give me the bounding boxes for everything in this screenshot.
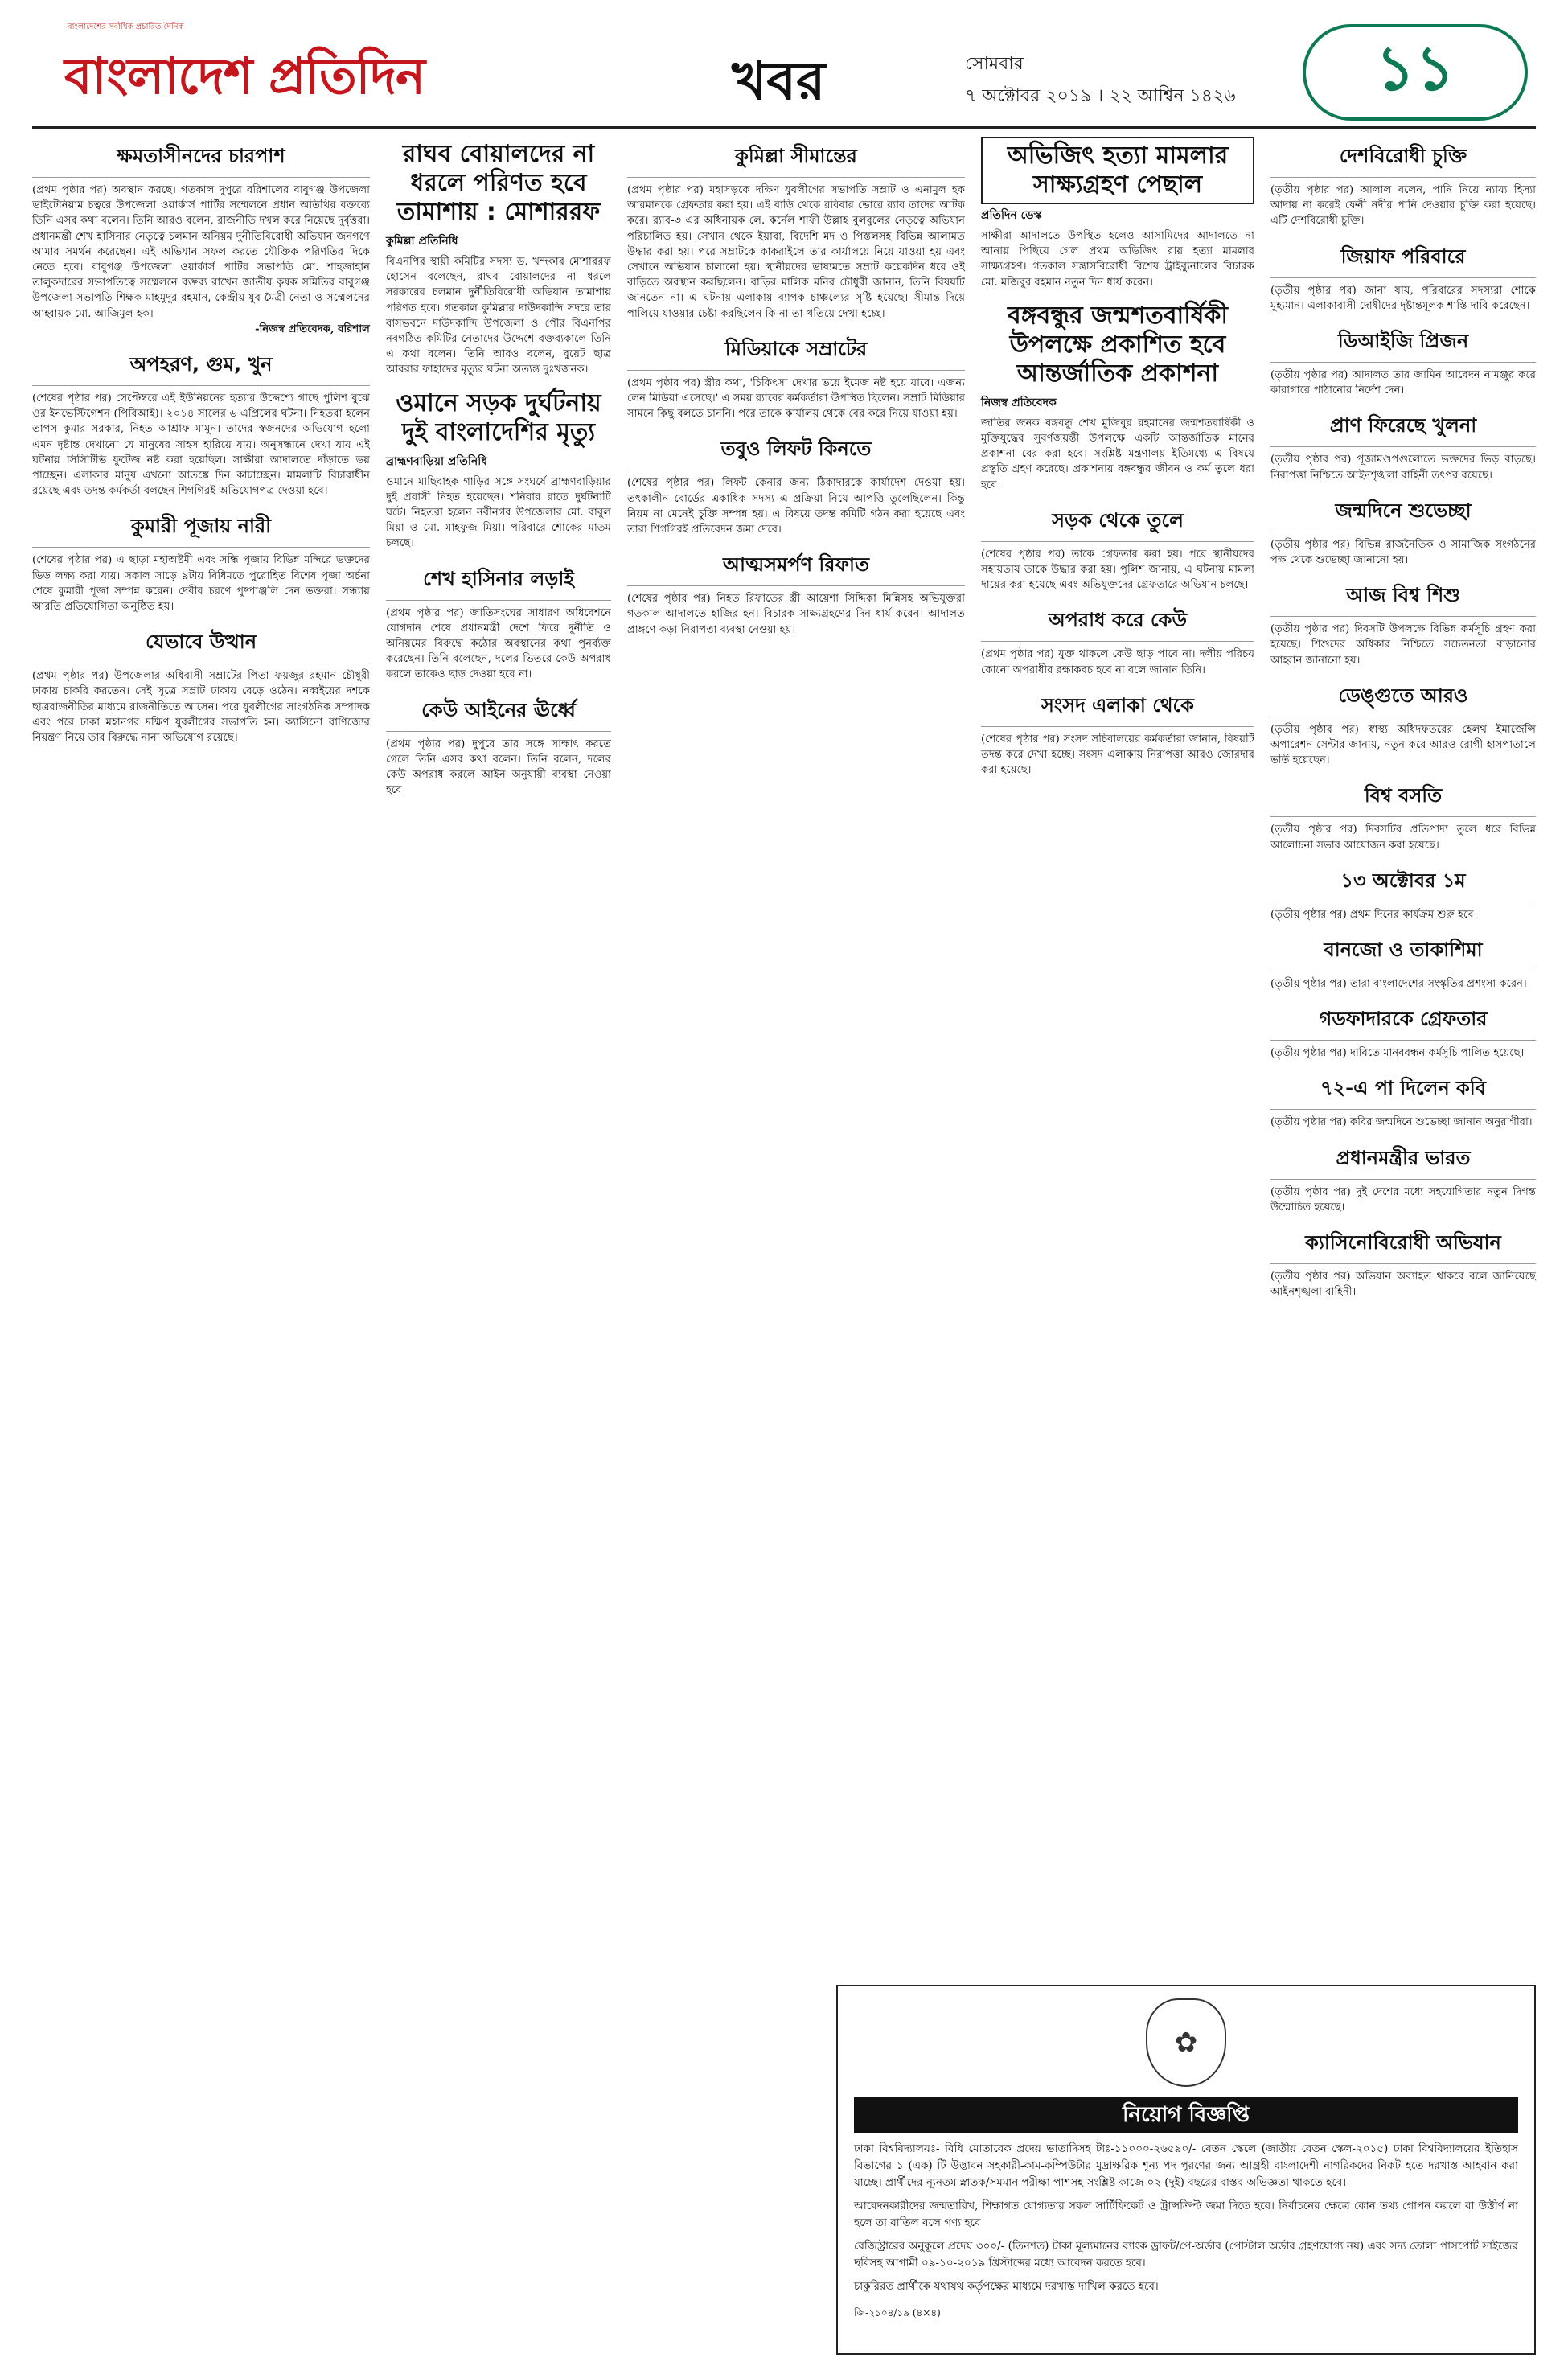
article <box>981 501 1254 594</box>
notice-title: নিয়োগ বিজ্ঞপ্তি <box>854 2097 1518 2133</box>
article-headline: শেখ হাসিনার লড়াই <box>386 560 611 601</box>
article-byline: প্রতিদিন ডেস্ক <box>981 209 1042 222</box>
article-headline: ডিআইজি প্রিজন <box>1270 322 1536 363</box>
article-headline: গডফাদারকে গ্রেফতার <box>1270 1000 1536 1041</box>
article-headline: অপহরণ, গুম, খুন <box>32 345 370 386</box>
section-title: খবর <box>732 50 826 112</box>
notice-paragraph: আবেদনকারীদের জন্মতারিখ, শিক্ষাগত যোগ্যতার সকল সার্টিফিকেট ও ট্রান্সক্রিপ্ট জমা দিতে হবে। নির্বাচনের ক্ষেত্রে কোন তথ্য গোপন করলে বা উত্তীর্ণ না হলে তা বাতিল বলে গণ্য হবে। <box>854 2199 1518 2229</box>
article-body: জাতির জনক বঙ্গবন্ধু শেখ মুজিবুর রহমানের জন্মশতবার্ষিকী ও মুক্তিযুদ্ধের সুবর্ণজয়ন্তী উপলক্ষে একটি আন্তর্জাতিক মানের প্রকাশনা বের করা হবে। সংশ্লিষ্ট মন্ত্রণালয় ইতিমধ্যে এ বিষয়ে প্রস্তুতি গ্রহণ করেছে। প্রকাশনায় বঙ্গবন্ধুর জীবন ও কর্ম তুলে ধরা হবে। <box>981 417 1254 491</box>
article-body: (শেষের পৃষ্ঠার পর) তাকে গ্রেফতার করা হয়। পরে স্থানীয়দের সহায়তায় তাকে উদ্ধার করা হয়। পুলিশ জানায়, এ ঘটনায় মামলা দায়ের করা হয়েছে এবং অভিযুক্তদের গ্রেফতারে অভিযান চলছে। <box>981 548 1254 592</box>
article <box>32 137 370 337</box>
article-headline: প্রধানমন্ত্রীর ভারত <box>1270 1139 1536 1180</box>
article <box>386 386 611 552</box>
notice-paragraph: রেজিস্ট্রারের অনুকূলে প্রদেয় ৩০০/- (তিনশত) টাকা মূল্যমানের ব্যাংক ড্রাফট/পে-অর্ডার (পোস্টাল অর্ডার গ্রহণযোগ্য নয়) এবং সদ্য তোলা পাসপোর্ট সাইজের ছবিসহ আগামী ০৯-১০-২০১৯ খ্রিস্টাব্দের মধ্যে আবেদন করতে হবে। <box>854 2240 1518 2269</box>
article <box>981 601 1254 677</box>
column-3 <box>627 137 965 646</box>
article-headline: বিশ্ব বসতি <box>1270 776 1536 817</box>
column-4 <box>981 137 1254 786</box>
article-headline: সংসদ এলাকা থেকে <box>981 686 1254 727</box>
article-headline: বানজো ও তাকাশিমা <box>1270 930 1536 971</box>
article-headline: যেভাবে উত্থান <box>32 622 370 663</box>
article-body: (তৃতীয় পৃষ্ঠার পর) পূজামণ্ডপগুলোতে ভক্তদের ভিড় বাড়ছে। নিরাপত্তা নিশ্চিতে আইনশৃঙ্খলা বাহিনী তৎপর রয়েছে। <box>1270 454 1536 482</box>
article-headline: বঙ্গবন্ধুর জন্মশতবার্ষিকী উপলক্ষে প্রকাশিত হবে আন্তর্জাতিক প্রকাশনা <box>1008 301 1228 388</box>
recruitment-notice <box>836 1985 1536 2355</box>
article-headline: মিডিয়াকে সম্রাটের <box>627 330 965 371</box>
article <box>1270 776 1536 852</box>
column-1 <box>32 137 370 754</box>
article <box>386 691 611 799</box>
article-body: (শেষের পৃষ্ঠার পর) লিফট কেনার জন্য ঠিকাদারকে কার্যাদেশ দেওয়া হয়। তৎকালীন বোর্ডের একাধিক সদস্য এ প্রক্রিয়া নিয়ে আপত্তি তুলেছিলেন। কিন্তু নিয়ম না মেনেই চুক্তি সম্পন্ন হয়। এ বিষয়ে তদন্ত কমিটি গঠন করা হয়েছে এবং তারা শিগগিরই প্রতিবেদন জমা দেবে। <box>627 477 965 536</box>
masthead-tagline-a: বাংলাদেশের সর্বাধিক প্রচারিত দৈনিক <box>68 23 184 31</box>
article-body: (তৃতীয় পৃষ্ঠার পর) দিবসটির প্রতিপাদ্য তুলে ধরে বিভিন্ন আলোচনা সভার আয়োজন করা হয়েছে। <box>1270 824 1536 852</box>
newspaper-logo: বাংলাদেশ প্রতিদিন <box>64 47 425 105</box>
article <box>627 330 965 422</box>
article-body: (তৃতীয় পৃষ্ঠার পর) আদালত তার জামিন আবেদন নামঞ্জুর করে কারাগারে পাঠানোর নির্দেশ দেন। <box>1270 369 1536 397</box>
article <box>981 298 1254 493</box>
article-headline: জন্মদিনে শুভেচ্ছা <box>1270 491 1536 532</box>
article-headline: আত্মসমর্পণ রিফাত <box>627 545 965 586</box>
notice-paragraph: চাকুরিরত প্রার্থীকে যথাযথ কর্তৃপক্ষের মাধ্যমে দরখাস্ত দাখিল করতে হবে। <box>854 2280 1159 2293</box>
article <box>1270 861 1536 922</box>
article <box>386 137 611 378</box>
article <box>1270 1069 1536 1130</box>
article <box>627 545 965 638</box>
article-headline: কুমারী পূজায় নারী <box>32 507 370 548</box>
article-headline: কুমিল্লা সীমান্তের <box>627 137 965 178</box>
university-seal-icon: ✿ <box>1146 1998 1226 2087</box>
article <box>1270 1223 1536 1300</box>
notice-reference: জি-২১০৪/১৯ (৪×৪) <box>854 2307 941 2319</box>
article-headline: ক্যাসিনোবিরোধী অভিযান <box>1270 1223 1536 1264</box>
article-body: (প্রথম পৃষ্ঠার পর) স্ত্রীর কথা, 'চিকিৎসা দেখার ভয়ে ইমেজ নষ্ট হয়ে যাবে। এজন্য লেন মিডিয়া এসেছে।' এ সময় র‌্যাবের কর্মকর্তারা উপস্থিত ছিলেন। সম্রাট মিডিয়ার সামনে কিছু বলতে চাননি। পরে তাকে কার্যালয় থেকে বের করে নিয়ে যাওয়া হয়। <box>627 376 965 421</box>
article-body: (প্রথম পৃষ্ঠার পর) জাতিসংঘের সাধারণ অধিবেশনে যোগদান শেষে প্রধানমন্ত্রী দেশে ফিরে দুর্নীতি ও অনিয়মের বিরুদ্ধে কঠোর অবস্থানের কথা পুনর্ব্যক্ত করেছেন। তিনি বলেছেন, দলের ভিতরে কেউ অপরাধ করলে তাকেও ছাড় দেওয়া হবে না। <box>386 606 611 681</box>
article-headline: জিয়াফ পরিবারে <box>1270 237 1536 278</box>
article-headline: আজ বিশ্ব শিশু <box>1270 576 1536 617</box>
article <box>981 137 1254 290</box>
article-body: (তৃতীয় পৃষ্ঠার পর) দুই দেশের মধ্যে সহযোগিতার নতুন দিগন্ত উন্মোচিত হয়েছে। <box>1270 1185 1536 1214</box>
article <box>1270 676 1536 769</box>
article-body: (তৃতীয় পৃষ্ঠার পর) কবির জন্মদিনে শুভেচ্ছা জানান অনুরাগীরা। <box>1270 1116 1533 1129</box>
article-body: (তৃতীয় পৃষ্ঠার পর) জানা যায়, পরিবারের সদস্যরা শোকে মুহ্যমান। এলাকাবাসী দোষীদের দৃষ্টান্তমূলক শাস্তি দাবি করেছেন। <box>1270 284 1536 312</box>
article-body: বিএনপির স্থায়ী কমিটির সদস্য ড. খন্দকার মোশাররফ হোসেন বলেছেন, রাঘব বোয়ালদের না ধরলে সরকারের চলমান দুর্নীতিবিরোধী অভিযান তামাশায় পরিণত হবে। গতকাল কুমিল্লার দাউদকান্দি সদরে তার বাসভবনে দাউদকান্দি উপজেলা ও পৌর বিএনপির নবগঠিত কমিটির নেতাদের উদ্দেশে বক্তব্যকালে তিনি এ কথা বলেন। তিনি আরও বলেন, বুয়েট ছাত্র আবরার ফাহাদের মৃত্যুর ঘটনা অত্যন্ত দুঃখজনক। <box>386 256 611 376</box>
notice-header <box>838 1986 1534 2099</box>
article-body: (তৃতীয় পৃষ্ঠার পর) আলাল বলেন, পানি নিয়ে ন্যায্য হিস্যা আদায় না করেই ফেনী নদীর পানি দেওয়ার চুক্তি করা হয়েছে। এটি দেশবিরোধী চুক্তি। <box>1270 184 1536 228</box>
article <box>32 345 370 499</box>
article-body: (তৃতীয় পৃষ্ঠার পর) বিভিন্ন রাজনৈতিক ও সামাজিক সংগঠনের পক্ষ থেকে শুভেচ্ছা জানানো হয়। <box>1270 538 1536 567</box>
article <box>1270 930 1536 992</box>
article-headline: ডেঙ্গুতে আরও <box>1270 676 1536 717</box>
article-body: সাক্ষীরা আদালতে উপস্থিত হলেও আসামিদের আদালতে না আনায় পিছিয়ে গেল প্রথম অভিজিৎ রায় হত্যা মামলার সাক্ষ্যগ্রহণ। গতকাল সন্ত্রাসবিরোধী বিশেষ ট্রাইব্যুনালের বিচারক মো. মজিবুর রহমান নতুন দিন ধার্য করেন। <box>981 230 1254 289</box>
article <box>1270 576 1536 668</box>
article <box>1270 1000 1536 1061</box>
article-body: (প্রথম পৃষ্ঠার পর) মহাসড়কে দক্ষিণ যুবলীগের সভাপতি সম্রাট ও এনামুল হক আরমানকে গ্রেফতার করা হয়। এই বাড়ি থেকে রবিবার ভোরে র‌্যাব তাদের আটক করে। র‌্যাব-৩ এর অধিনায়ক লে. কর্নেল শাফী উল্লাহ বুলবুলের নেতৃত্বে অভিযান পরিচালিত হয়। সেখান থেকে ইয়াবা, বিদেশি মদ ও পিস্তলসহ বিভিন্ন আলামত উদ্ধার করা হয়। পরে সম্রাটকে কাকরাইলে তার কার্যালয়ে নিয়ে যাওয়া হয় এবং সেখানে অভিযান চালানো হয়। স্থানীয়দের ভাষ্যমতে সম্রাট কয়েকদিন ধরে ওই বাড়িতে অবস্থান করছিলেন। বাড়ির মালিক মনির চৌধুরী জানান, তিনি বিষয়টি জানতেন না। এ ঘটনায় এলাকায় ব্যাপক চাঞ্চল্যের সৃষ্টি হয়েছে। সীমান্ত দিয়ে পালিয়ে যাওয়ার চেষ্টা করছিলেন কি না তা খতিয়ে দেখা হচ্ছে। <box>627 184 965 320</box>
article-headline: ১৩ অক্টোবর ১ম <box>1270 861 1536 902</box>
article-body: (শেষের পৃষ্ঠার পর) সেপ্টেম্বরে এই ইউনিয়নের হত্যার উদ্দেশ্যে গাছে পুলিশ বুঝে ওর ইনভেস্টিগেশন (পিবিআই)। ২০১৪ সালের ৬ এপ্রিলের ঘটনা। নিহতরা হলেন তাপস কুমার সরকার, নিহত আশ্রাফ মামুন। তাদের স্বজনদের অভিযোগ হলো এমন দৃষ্টান্ত দেখানো যে মানুষের সাহস হারিয়ে যায়। অনুসন্ধানে দেখা যায় এই ঘটনায় সিসিটিভি ফুটেজ নষ্ট করা হয়েছিল। সাক্ষীরা আদালতে দাঁড়াতে ভয় পাচ্ছেন। এলাকার মানুষ এখনো আতঙ্কে দিন কাটাচ্ছেন। মামলাটি বিচারাধীন রয়েছে এবং তদন্ত কর্মকর্তা বলছেন শিগগিরই অভিযোগপত্র দেওয়া হবে। <box>32 392 370 498</box>
page-number: ১১ <box>1303 24 1528 121</box>
article-body: (তৃতীয় পৃষ্ঠার পর) প্রথম দিনের কার্যক্রম শুরু হবে। <box>1270 908 1478 921</box>
article <box>981 686 1254 778</box>
article <box>627 429 965 537</box>
weekday: সোমবার <box>965 54 1024 74</box>
article <box>1270 406 1536 483</box>
article-body: (তৃতীয় পৃষ্ঠার পর) স্বাস্থ্য অধিদফতরের হেলথ ইমার্জেন্সি অপারেশন সেন্টার জানায়, নতুন করে আরও রোগী হাসপাতালে ভর্তি হয়েছেন। <box>1270 723 1536 767</box>
notice-paragraph: ঢাকা বিশ্ববিদ্যালয়ঃ- বিধি মোতাবেক প্রদেয় ভাতাদিসহ টাঃ-১১০০০-২৬৫৯০/- বেতন স্কেলে (জাতীয় বেতন স্কেল-২০১৫) ঢাকা বিশ্ববিদ্যালয়ের ইতিহাস বিভাগের ১ (এক) টি উদ্ভাবন সহকারী-কাম-কম্পিউটার মুদ্রাক্ষরিক শূন্য পদ পূরণের জন্য আগ্রহী বাংলাদেশী নাগরিকদের নিকট হতে দরখাস্ত আহবান করা যাচ্ছে। প্রার্থীদের ন্যূনতম স্নাতক/সমমান পরীক্ষা পাশসহ সংশ্লিষ্ট কাজে ০২ (দুই) বছরের বাস্তব অভিজ্ঞতা থাকতে হবে। <box>854 2142 1518 2189</box>
article <box>1270 491 1536 568</box>
dateline <box>965 48 1254 113</box>
article-headline: অভিজিৎ হত্যা মামলার সাক্ষ্যগ্রহণ পেছাল <box>981 137 1254 204</box>
article-credit: -নিজস্ব প্রতিবেদক, বরিশাল <box>255 322 370 335</box>
article <box>386 560 611 683</box>
article-body: (প্রথম পৃষ্ঠার পর) যুক্ত থাকলে কেউ ছাড় পাবে না। দলীয় পরিচয় কোনো অপরাধীর রক্ষাকবচ হবে না বলে জানান তিনি। <box>981 648 1254 676</box>
article <box>627 137 965 322</box>
article <box>1270 137 1536 229</box>
article-headline: সড়ক থেকে তুলে <box>981 501 1254 542</box>
article-headline: দেশবিরোধী চুক্তি <box>1270 137 1536 178</box>
article <box>1270 1139 1536 1215</box>
article-body: (তৃতীয় পৃষ্ঠার পর) দাবিতে মানববন্ধন কর্মসূচি পালিত হয়েছে। <box>1270 1047 1525 1060</box>
article-byline: কুমিল্লা প্রতিনিধি <box>386 235 458 248</box>
article <box>1270 322 1536 398</box>
article-headline: তবুও লিফট কিনতে <box>627 429 965 470</box>
column-5 <box>1270 137 1536 1308</box>
article-body: (শেষের পৃষ্ঠার পর) সংসদ সচিবালয়ের কর্মকর্তারা জানান, বিষয়টি তদন্ত করে দেখা হচ্ছে। সংসদ এলাকায় নিরাপত্তা আরও জোরদার করা হয়েছে। <box>981 733 1254 777</box>
article-body: (শেষের পৃষ্ঠার পর) এ ছাড়া মহাঅষ্টমী এবং সন্ধি পূজায় বিভিন্ন মন্দিরে ভক্তদের ভিড় লক্ষ্য করা যায়। সকাল সাড়ে ৯টায় বিধিমতে পুরোহিত বিশেষ পূজা অর্চনা শেষে কুমারী পূজা সম্পন্ন করেন। দেবীর চরণে পুষ্পাঞ্জলি দেন ভক্তরা। সন্ধ্যায় আরতি প্রতিযোগিতা অনুষ্ঠিত হয়। <box>32 554 370 614</box>
date: ৭ অক্টোবর ২০১৯ । ২২ আশ্বিন ১৪২৬ <box>965 86 1236 106</box>
article-body: ওমানে মাছিবাহক গাড়ির সঙ্গে সংঘর্ষে ব্রাহ্মণবাড়িয়ার দুই প্রবাসী নিহত হয়েছেন। শনিবার রাতে দুর্ঘটনাটি ঘটে। নিহতরা হলেন নবীনগর উপজেলার মো. বাবুল মিয়া ও মো. মাহফুজ মিয়া। পরিবারে শোকের মাতম চলছে। <box>386 475 611 550</box>
article-body: (প্রথম পৃষ্ঠার পর) উপজেলার অধিবাসী সম্রাটের পিতা ফয়জুর রহমান চৌধুরী ঢাকায় চাকরি করতেন। সেই সূত্রে সম্রাট ঢাকায় বেড়ে ওঠেন। নব্বইয়ের দশকে ছাত্ররাজনীতির মাধ্যমে রাজনীতিতে আসেন। পরে যুবলীগের সাংগঠনিক সম্পাদক এবং পরে ঢাকা মহানগর দক্ষিণ যুবলীগের সভাপতি হন। ক্যাসিনো বাণিজ্যের নিয়ন্ত্রণ নিয়ে তার বিরুদ্ধে নানা অভিযোগ রয়েছে। <box>32 670 370 745</box>
column-2 <box>386 137 611 806</box>
article-headline: প্রাণ ফিরেছে খুলনা <box>1270 406 1536 447</box>
article-headline: ক্ষমতাসীনদের চারপাশ <box>32 137 370 178</box>
article-headline: রাঘব বোয়ালদের না ধরলে পরিণত হবে তামাশায় : মোশাররফ <box>396 140 601 226</box>
article-body: (প্রথম পৃষ্ঠার পর) দুপুরে তার সঙ্গে সাক্ষাৎ করতে গেলে তিনি এসব কথা বলেন। তিনি বলেন, দলের কেউ অপরাধ করলে আইন অনুযায়ী ব্যবস্থা নেওয়া হবে। <box>386 737 611 797</box>
article-headline: কেউ আইনের ঊর্ধ্বে <box>386 691 611 732</box>
article-body: (প্রথম পৃষ্ঠার পর) অবস্থান করছে। গতকাল দুপুরে বরিশালের বাবুগঞ্জ উপজেলা ভাইটেনিয়াম চত্বরে উপজেলা ওয়ার্কার্স পার্টির সম্মেলনে প্রধান অতিথির বক্তব্যে তিনি এসব কথা বলেন। তিনি আরও বলেন, রাজনীতি দখল করে নিয়েছে দুর্বৃত্তরা। প্রধানমন্ত্রী শেখ হাসিনার নেতৃত্বে চলমান অনিয়ম দুর্নীতিবিরোধী অভিযান জনগণে আমার সমর্থন করেছেন। এই অভিযান সফল করতে যৌক্তিক পরিণতির দিকে নেতে হবে। বাবুগঞ্জ উপজেলা ওয়ার্কার্স পার্টির সভাপতি মো. শাহজাহান তালুকদারের সভাপতিত্বে সম্মেলনে বক্তব্য রাখেন জাতীয় কৃষক সমিতির বাবুগঞ্জ উপজেলা সভাপতি শিক্ষক মাহমুদুর রহমান, কেন্দ্রীয় যুব মৈত্রী নেতা ও সম্মেলনের আহ্বায়ক মো. আজিমুল হক। <box>32 184 370 320</box>
article-headline: ৭২-এ পা দিলেন কবি <box>1270 1069 1536 1110</box>
article-body: (তৃতীয় পৃষ্ঠার পর) তারা বাংলাদেশের সংস্কৃতির প্রশংসা করেন। <box>1270 978 1527 991</box>
article-body: (তৃতীয় পৃষ্ঠার পর) দিবসটি উপলক্ষে বিভিন্ন কর্মসূচি গ্রহণ করা হয়েছে। শিশুদের অধিকার নিশ্চিতে সচেতনতা বাড়ানোর আহ্বান জানানো হয়। <box>1270 623 1536 667</box>
article <box>32 622 370 745</box>
article-headline: অপরাধ করে কেউ <box>981 601 1254 642</box>
article-body: (তৃতীয় পৃষ্ঠার পর) অভিযান অব্যাহত থাকবে বলে জানিয়েছে আইনশৃঙ্খলা বাহিনী। <box>1270 1271 1536 1299</box>
notice-body <box>854 2141 1518 2322</box>
article-byline: ব্রাহ্মণবাড়িয়া প্রতিনিধি <box>386 454 488 468</box>
article <box>1270 237 1536 314</box>
article-byline: নিজস্ব প্রতিবেদক <box>981 396 1057 409</box>
article <box>32 507 370 614</box>
article-headline: ওমানে সড়ক দুর্ঘটনায় দুই বাংলাদেশির মৃত্যু <box>396 388 601 446</box>
masthead <box>32 16 1536 129</box>
article-body: (শেষের পৃষ্ঠার পর) নিহত রিফাতের স্ত্রী আয়েশা সিদ্দিকা মিন্নিসহ অভিযুক্তরা গতকাল আদালতে হাজির হন। বিচারক সাক্ষ্যগ্রহণের দিন ধার্য করেন। আদালত প্রাঙ্গণে কড়া নিরাপত্তা ব্যবস্থা নেওয়া হয়। <box>627 593 965 636</box>
